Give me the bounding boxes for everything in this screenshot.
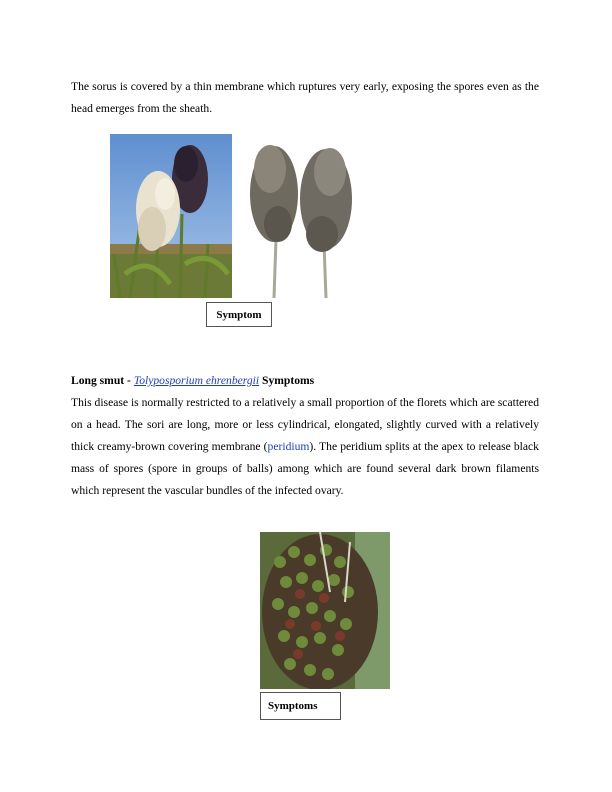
figure-caption-2: Symptoms — [260, 692, 341, 720]
heading-suffix: Symptoms — [259, 374, 315, 387]
photo-sorghum-field — [110, 134, 232, 298]
photo-smutted-heads — [242, 134, 358, 298]
paragraph-text-after: ). The peridium splits at the apex to release black mass of spores (spore in groups of balls) among which are found several dark brown filaments which represent the vascular bundles of the infected ovary. — [71, 440, 539, 497]
figure-caption: Symptom — [206, 302, 272, 327]
peridium-term: peridium — [267, 440, 310, 453]
pathogen-link[interactable]: Tolyposporium ehrenbergii — [133, 374, 260, 387]
paragraph-long-smut — [71, 392, 539, 502]
photo-infected-head-closeup — [260, 532, 390, 689]
paragraph-text-before: This disease is normally restricted to a relatively a small proportion of the florets which are scattered on a head. The sori are long, more or less cylindrical, elongated, slightly curved with a relatively thick creamy-brown covering membrane ( — [71, 396, 539, 453]
section-heading — [71, 370, 314, 392]
paragraph-sorus: The sorus is covered by a thin membrane which ruptures very early, exposing the spores even as the head emerges from the sheath. — [71, 80, 539, 115]
heading-prefix: Long smut - — [71, 374, 134, 387]
